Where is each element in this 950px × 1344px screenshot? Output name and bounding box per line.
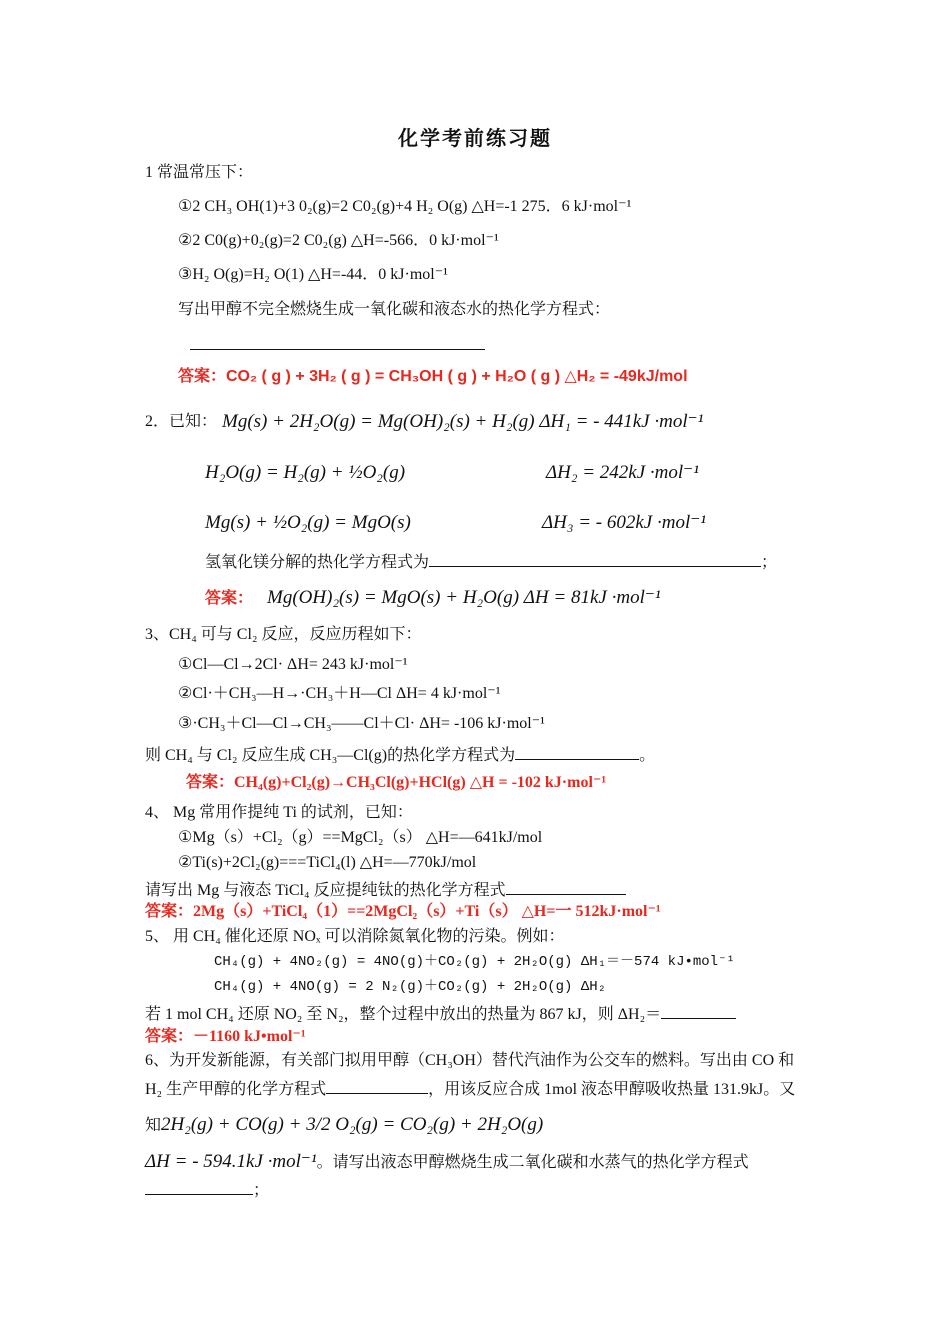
q2-equation-3-left: Mg(s) + ½O₂(g) = MgO(s) [205,512,411,533]
q6-line-4-equation: ΔH = - 594.1kJ ·mol⁻¹ [145,1151,317,1172]
q6-line-4-text: 。请写出液态甲醇燃烧生成二氧化碳和水蒸气的热化学方程式 [316,1154,749,1171]
q1-equation-1: ①2 CH₃ OH(1)+3 0₂(g)=2 C0₂(g)+4 H₂ O(g) △H=-1 275．6 kJ·mol⁻¹ [178,198,632,215]
q2-answer-blank[interactable] [429,552,761,567]
q6-line-2-start: H₂ 生产甲醇的化学方程式 [145,1081,327,1098]
q6-line-5 [145,1180,269,1199]
q6-line-4 [145,1152,749,1171]
q4-answer: 答案：2Mg（s）+TiCl₄（1）==2MgCl₂（s）+Ti（s） △H=一 512kJ·mol⁻¹ [145,903,661,920]
q3-step-1: ①Cl—Cl→2Cl· ΔH= 243 kJ·mol⁻¹ [178,656,408,673]
q3-prompt [145,745,655,764]
q2-equation-2-right: ΔH₂ = 242kJ ·mol⁻¹ [546,462,699,483]
q6-line-2-end: ，用该反应合成 1mol 液态甲醇吸收热量 131.9kJ。又 [428,1081,796,1098]
q3-prompt-end: 。 [639,747,656,764]
q2-prompt [205,552,777,571]
q2-equation-2-left: H₂O(g) = H₂(g) + ½O₂(g) [205,462,406,483]
q6-line-3-equation: 2H₂(g) + CO(g) + 3/2 O₂(g) = CO₂(g) + 2H₂O(g) [161,1114,544,1135]
q2-equation-1: Mg(s) + 2H₂O(g) = Mg(OH)₂(s) + H₂(g) ΔH₁ = - 441kJ ·mol⁻¹ [222,411,704,432]
q1-answer-blank[interactable] [190,335,485,354]
q5-answer: 答案：－1160 kJ•mol⁻¹ [145,1028,306,1045]
q4-prompt [145,880,626,899]
q6-line-3-lead: 知 [145,1117,162,1134]
q2-prompt-end: ； [761,554,778,571]
q6-line-2 [145,1079,795,1098]
q2-lead: 2．已知： [145,413,218,430]
q6-line-1: 6、为开发新能源，有关部门拟用甲醇（CH₃OH）替代汽油作为公交车的燃料。写出由 CO 和 [145,1052,795,1069]
q1-equation-3: ③H₂ O(g)=H₂ O(1) △H=-44．0 kJ·mol⁻¹ [178,266,448,283]
q5-equation-2: CH₄(g) + 4NO(g) = 2 N₂(g)＋CO₂(g) + 2H₂O(g) ΔH₂ [214,979,607,995]
q5-intro: 5、 用 CH₄ 催化还原 NOₓ 可以消除氮氧化物的污染。例如： [145,928,565,945]
q1-prompt: 写出甲醇不完全燃烧生成一氧化碳和液态水的热化学方程式： [178,301,611,318]
q2-answer-label: 答案： [205,590,254,607]
q4-answer-blank[interactable] [506,880,626,895]
q3-prompt-text: 则 CH₄ 与 Cl₂ 反应生成 CH₃—Cl(g)的热化学方程式为 [145,747,516,764]
q2-answer-equation: Mg(OH)₂(s) = MgO(s) + H₂O(g) ΔH = 81kJ ·mol⁻¹ [267,587,661,608]
q3-step-3: ③·CH₃＋Cl—Cl→CH₃——Cl＋Cl· ΔH= -106 kJ·mol⁻¹ [178,715,545,732]
q4-equation-2: ②Ti(s)+2Cl₂(g)===TiCl₄(l) △H=—770kJ/mol [178,854,477,871]
q6-line-5-end: ； [253,1182,270,1199]
q5-answer-blank[interactable] [661,1004,736,1019]
q3-intro: 3、CH₄ 可与 Cl₂ 反应，反应历程如下： [145,626,422,643]
q3-step-2: ②Cl·＋CH₃—H→·CH₃＋H—Cl ΔH= 4 kJ·mol⁻¹ [178,685,501,702]
q6-answer-blank-1[interactable] [326,1079,428,1094]
q2-equation-3-right: ΔH₃ = - 602kJ ·mol⁻¹ [542,512,706,533]
q3-answer: 答案：CH₄(g)+Cl₂(g)→CH₃Cl(g)+HCl(g) △H = -102 kJ·mol⁻¹ [186,774,607,791]
q3-answer-blank[interactable] [515,745,639,760]
q4-prompt-text: 请写出 Mg 与液态 TiCl₄ 反应提纯钛的热化学方程式 [145,882,506,899]
q5-equation-1: CH₄(g) + 4NO₂(g) = 4NO(g)＋CO₂(g) + 2H₂O(g) ΔH₁＝－574 kJ•mol⁻¹ [214,954,735,970]
q4-equation-1: ①Mg（s）+Cl₂（g）==MgCl₂（s） △H=—641kJ/mol [178,829,543,846]
q5-prompt [145,1004,736,1023]
q6-answer-blank-2[interactable] [145,1180,253,1195]
q5-prompt-text: 若 1 mol CH₄ 还原 NO₂ 至 N₂，整个过程中放出的热量为 867 kJ，则 ΔH₂＝ [145,1006,662,1023]
q2-prompt-text: 氢氧化镁分解的热化学方程式为 [205,554,430,571]
q1-intro: 1 常温常压下： [145,164,254,181]
q4-intro: 4、 Mg 常用作提纯 Ti 的试剂，已知： [145,804,413,821]
q2-answer [205,588,661,607]
q1-answer: 答案：CO₂ ( g ) + 3H₂ ( g ) = CH₃OH ( g ) + H₂O ( g ) △H₂ = -49kJ/mol [178,368,688,385]
page-title: 化学考前练习题 [398,126,552,150]
q6-line-3 [145,1115,543,1134]
q1-equation-2: ②2 C0(g)+0₂(g)=2 C0₂(g) △H=-566．0 kJ·mol⁻¹ [178,232,499,249]
